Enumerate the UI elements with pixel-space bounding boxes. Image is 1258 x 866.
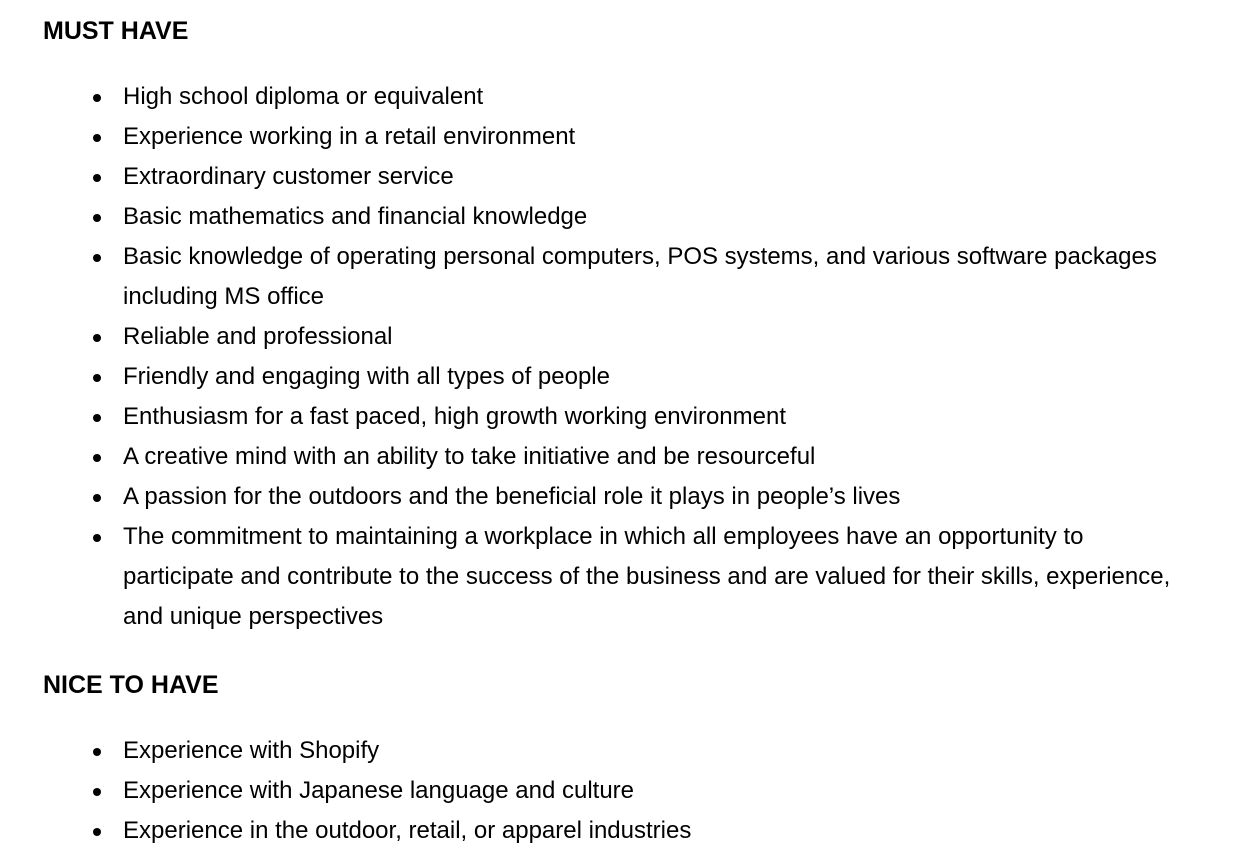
list-item <box>123 197 1198 237</box>
must-have-list <box>123 77 1198 637</box>
bullet-icon <box>93 828 101 836</box>
bullet-icon <box>93 534 101 542</box>
list-item-text: High school diploma or equivalent <box>123 83 484 110</box>
nice-to-have-heading: NICE TO HAVE <box>43 671 219 699</box>
list-item-text: Experience working in a retail environment <box>123 123 576 150</box>
list-item <box>123 437 1198 477</box>
list-item <box>123 317 1198 357</box>
list-item-text: Basic knowledge of operating personal computers, POS systems, and various software packages including MS office <box>123 243 1157 310</box>
list-item <box>123 237 1198 317</box>
bullet-icon <box>93 134 101 142</box>
bullet-icon <box>93 788 101 796</box>
list-item-text: Reliable and professional <box>123 323 393 350</box>
list-item-text: Experience with Japanese language and culture <box>123 777 635 804</box>
list-item-text: Extraordinary customer service <box>123 163 454 190</box>
bullet-icon <box>93 414 101 422</box>
list-item <box>123 771 1198 811</box>
list-item <box>123 77 1198 117</box>
list-item <box>123 517 1198 637</box>
list-item-text: Experience with Shopify <box>123 737 380 764</box>
bullet-icon <box>93 494 101 502</box>
list-item <box>123 357 1198 397</box>
bullet-icon <box>93 214 101 222</box>
bullet-icon <box>93 374 101 382</box>
list-item-text: The commitment to maintaining a workplace in which all employees have an opportunity to participate and contribute to the success of the business and are valued for their skills, experience, and unique perspectives <box>123 523 1171 630</box>
list-item <box>123 477 1198 517</box>
nice-to-have-list <box>123 731 1198 851</box>
list-item-text: Friendly and engaging with all types of people <box>123 363 610 390</box>
list-item <box>123 811 1198 851</box>
list-item-text: Experience in the outdoor, retail, or apparel industries <box>123 817 692 844</box>
list-item-text: A passion for the outdoors and the beneficial role it plays in people’s lives <box>123 483 901 510</box>
bullet-icon <box>93 94 101 102</box>
bullet-icon <box>93 254 101 262</box>
bullet-icon <box>93 748 101 756</box>
list-item <box>123 397 1198 437</box>
list-item-text: A creative mind with an ability to take initiative and be resourceful <box>123 443 816 470</box>
list-item-text: Basic mathematics and financial knowledge <box>123 203 588 230</box>
bullet-icon <box>93 454 101 462</box>
must-have-heading: MUST HAVE <box>43 17 189 45</box>
list-item <box>123 117 1198 157</box>
bullet-icon <box>93 334 101 342</box>
bullet-icon <box>93 174 101 182</box>
list-item <box>123 731 1198 771</box>
list-item-text: Enthusiasm for a fast paced, high growth working environment <box>123 403 787 430</box>
list-item <box>123 157 1198 197</box>
